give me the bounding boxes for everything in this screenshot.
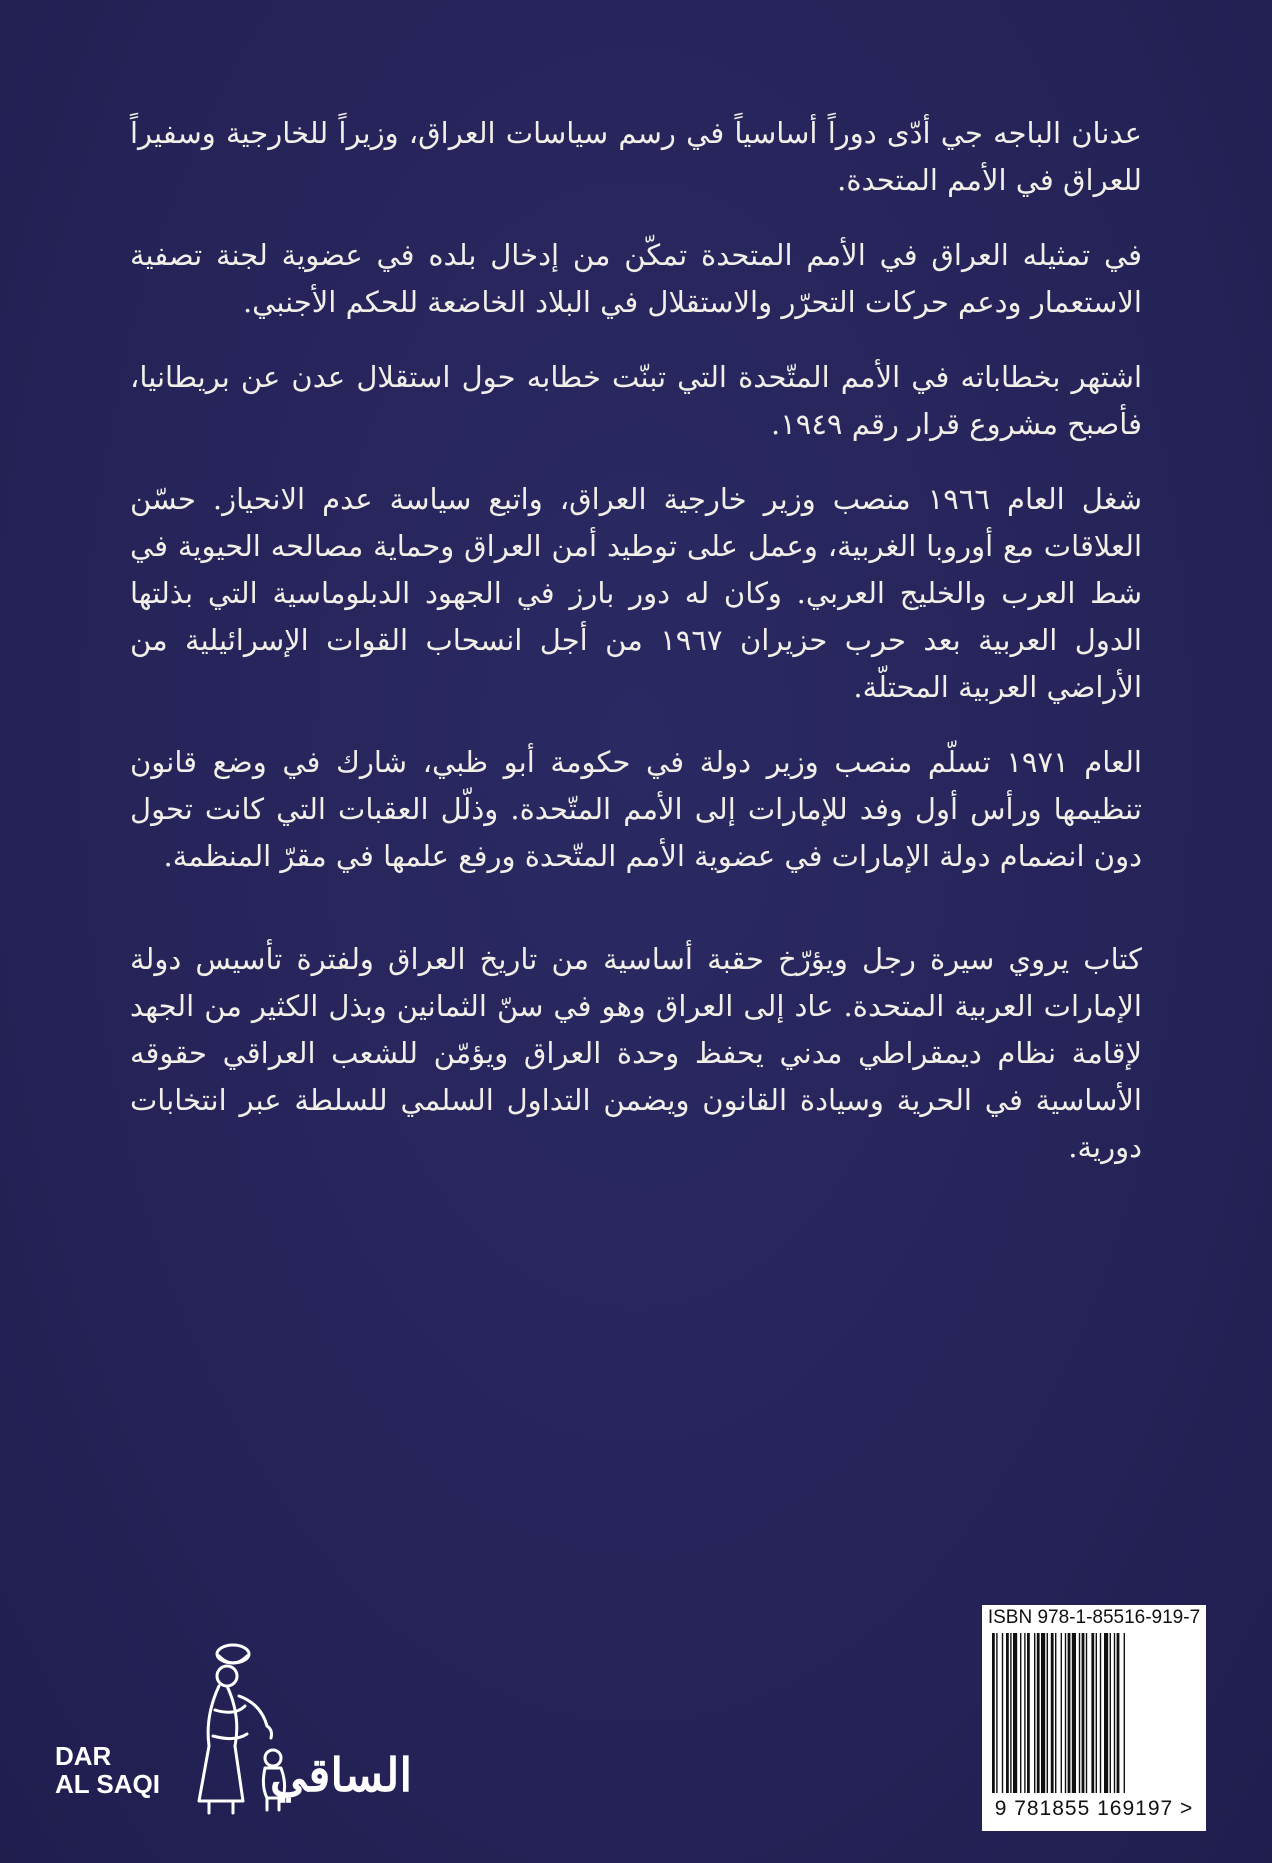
barcode-bar — [1079, 1633, 1080, 1793]
barcode-bar — [1065, 1633, 1066, 1793]
barcode-bar — [1086, 1633, 1087, 1793]
barcode-bar — [1068, 1633, 1071, 1793]
barcode-bar — [996, 1633, 997, 1793]
barcode-bar — [1114, 1633, 1115, 1793]
barcode-bar — [1047, 1633, 1048, 1793]
blurb-text — [130, 110, 1142, 1199]
barcode-bar — [1020, 1633, 1021, 1793]
barcode-bar — [1010, 1633, 1011, 1793]
barcode-bar — [1027, 1633, 1030, 1793]
barcode-bar — [1096, 1633, 1097, 1793]
barcode-bar — [1055, 1633, 1056, 1793]
barcode-bar — [1034, 1633, 1035, 1793]
barcode-bars — [990, 1633, 1186, 1793]
paragraph-3: اشتهر بخطاباته في الأمم المتّحدة التي تبنّت خطابه حول استقلال عدن عن بريطانيا، فأصبح مشروع قرار رقم ١٩٤٩. — [130, 360, 1142, 441]
paragraph-6: كتاب يروي سيرة رجل ويؤرّخ حقبة أساسية من تاريخ العراق ولفترة تأسيس دولة الإمارات العربية المتحدة. عاد إلى العراق وهو في سنّ الثمانين وبذل الكثير من الجهد لإقامة نظام ديمقراطي مدني يحفظ وحدة العراق ويؤمّن للشعب العراقي حقوقه الأساسية في الحرية وسيادة القانون ويضمن التداول السلمي للسلطة عبر انتخابات دورية. — [130, 942, 1142, 1164]
barcode-bar — [1117, 1633, 1120, 1793]
barcode-bar — [1051, 1633, 1054, 1793]
barcode-bar — [1024, 1633, 1025, 1793]
barcode-bar — [1082, 1633, 1085, 1793]
barcode-bar — [1072, 1633, 1076, 1793]
barcode-bar — [1006, 1633, 1009, 1793]
isbn-barcode — [982, 1605, 1206, 1831]
publisher-latin-name — [55, 1742, 165, 1798]
publisher-arabic-name: الساقي — [270, 1748, 413, 1802]
barcode-digits: 9 781855 169197 > — [994, 1797, 1194, 1820]
isbn-label: ISBN 978-1-85516-919-7 — [987, 1607, 1201, 1628]
barcode-bar — [1041, 1633, 1045, 1793]
paragraph-5: العام ١٩٧١ تسلّم منصب وزير دولة في حكومة أبو ظبي، شارك في وضع قانون تنظيمها ورأس أول وفد للإمارات إلى الأمم المتّحدة. وذلّل العقبات التي كانت تحول دون انضمام دولة الإمارات في عضوية الأمم المتّحدة ورفع علمها في مقرّ المنظمة. — [130, 745, 1142, 873]
publisher-latin-line2: AL SAQI — [55, 1769, 160, 1799]
barcode-bar — [1037, 1633, 1040, 1793]
publisher-logo — [55, 1640, 413, 1840]
barcode-bar — [1013, 1633, 1017, 1793]
barcode-bar — [1002, 1633, 1003, 1793]
barcode-bar — [1100, 1633, 1101, 1793]
barcode-bar — [992, 1633, 995, 1793]
barcode-bar — [1110, 1633, 1111, 1793]
paragraph-1: عدنان الباجه جي أدّى دوراً أساسياً في رسم سياسات العراق، وزيراً للخارجية وسفيراً للعراق في الأمم المتحدة. — [130, 116, 1142, 197]
barcode-bar — [1061, 1633, 1062, 1793]
barcode-bar — [1124, 1633, 1125, 1793]
barcode-bar — [1104, 1633, 1108, 1793]
paragraph-4: شغل العام ١٩٦٦ منصب وزير خارجية العراق، واتبع سياسة عدم الانحياز. حسّن العلاقات مع أوروبا الغربية، وعمل على توطيد أمن العراق وحماية مصالحه الحيوية في شط العرب والخليج العربي. وكان له دور بارز في الجهود الدبلوماسية التي بذلتها الدول العربية بعد حرب حزيران ١٩٦٧ من أجل انسحاب القوات الإسرائيلية من الأراضي العربية المحتلّة. — [130, 482, 1142, 704]
paragraph-2: في تمثيله العراق في الأمم المتحدة تمكّن من إدخال بلده في عضوية لجنة تصفية الاستعمار ودعم حركات التحرّر والاستقلال في البلاد الخاضعة للحكم الأجنبي. — [130, 238, 1142, 319]
publisher-latin-line1: DAR — [55, 1741, 112, 1771]
barcode-bar — [1091, 1633, 1094, 1793]
